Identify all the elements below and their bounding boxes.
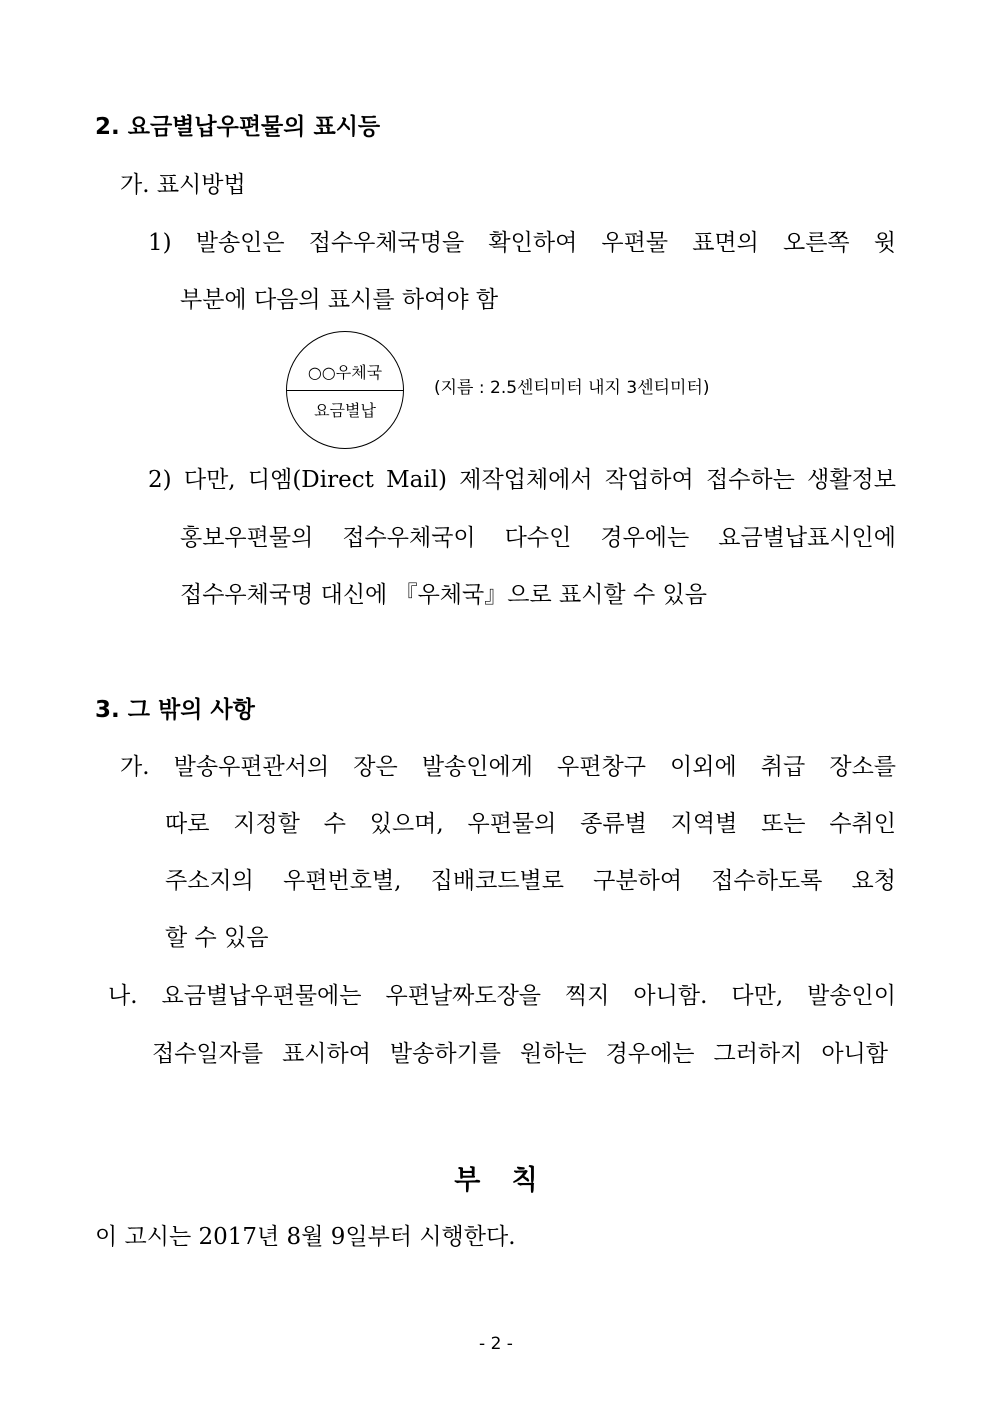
postage-stamp-mark [286,331,404,449]
section3-a-line3: 주소지의 우편번호별, 집배코드별로 구분하여 접수하도록 요청 [165,868,896,894]
page-number: - 2 - [479,1334,513,1354]
section-2-heading: 2. 요금별납우편물의 표시등 [95,114,381,140]
stamp-divider [287,390,403,391]
item2-line2: 홍보우편물의 접수우체국이 다수인 경우에는 요금별납표시인에 [180,525,896,551]
item2-line3: 접수우체국명 대신에 『우체국』으로 표시할 수 있음 [180,582,707,608]
stamp-caption: (지름 : 2.5센티미터 내지 3센티미터) [434,378,710,398]
item1-line2: 부분에 다음의 표시를 하여야 함 [180,287,499,313]
subsection-a-heading: 가. 표시방법 [120,172,246,198]
stamp-post-office-name: ○○우체국 [307,363,383,382]
appendix-title: 부 칙 [454,1165,538,1196]
item1-line1: 1) 발송인은 접수우체국명을 확인하여 우편물 표면의 오른쪽 윗 [148,230,896,256]
section3-a-line2: 따로 지정할 수 있으며, 우편물의 종류별 지역별 또는 수취인 [165,811,896,837]
item2-line1: 2) 다만, 디엠(Direct Mail) 제작업체에서 작업하여 접수하는 생활정보 [148,467,896,493]
section3-b-line2: 접수일자를 표시하여 발송하기를 원하는 경우에는 그러하지 아니함 [152,1041,888,1067]
section-3-heading: 3. 그 밖의 사항 [95,697,255,723]
section3-b-line1: 나. 요금별납우편물에는 우편날짜도장을 찍지 아니함. 다만, 발송인이 [108,983,896,1009]
stamp-label: 요금별납 [314,401,376,420]
appendix-text: 이 고시는 2017년 8월 9일부터 시행한다. [95,1224,516,1250]
section3-a-line4: 할 수 있음 [165,925,269,951]
section3-a-line1: 가. 발송우편관서의 장은 발송인에게 우편창구 이외에 취급 장소를 [120,754,896,780]
